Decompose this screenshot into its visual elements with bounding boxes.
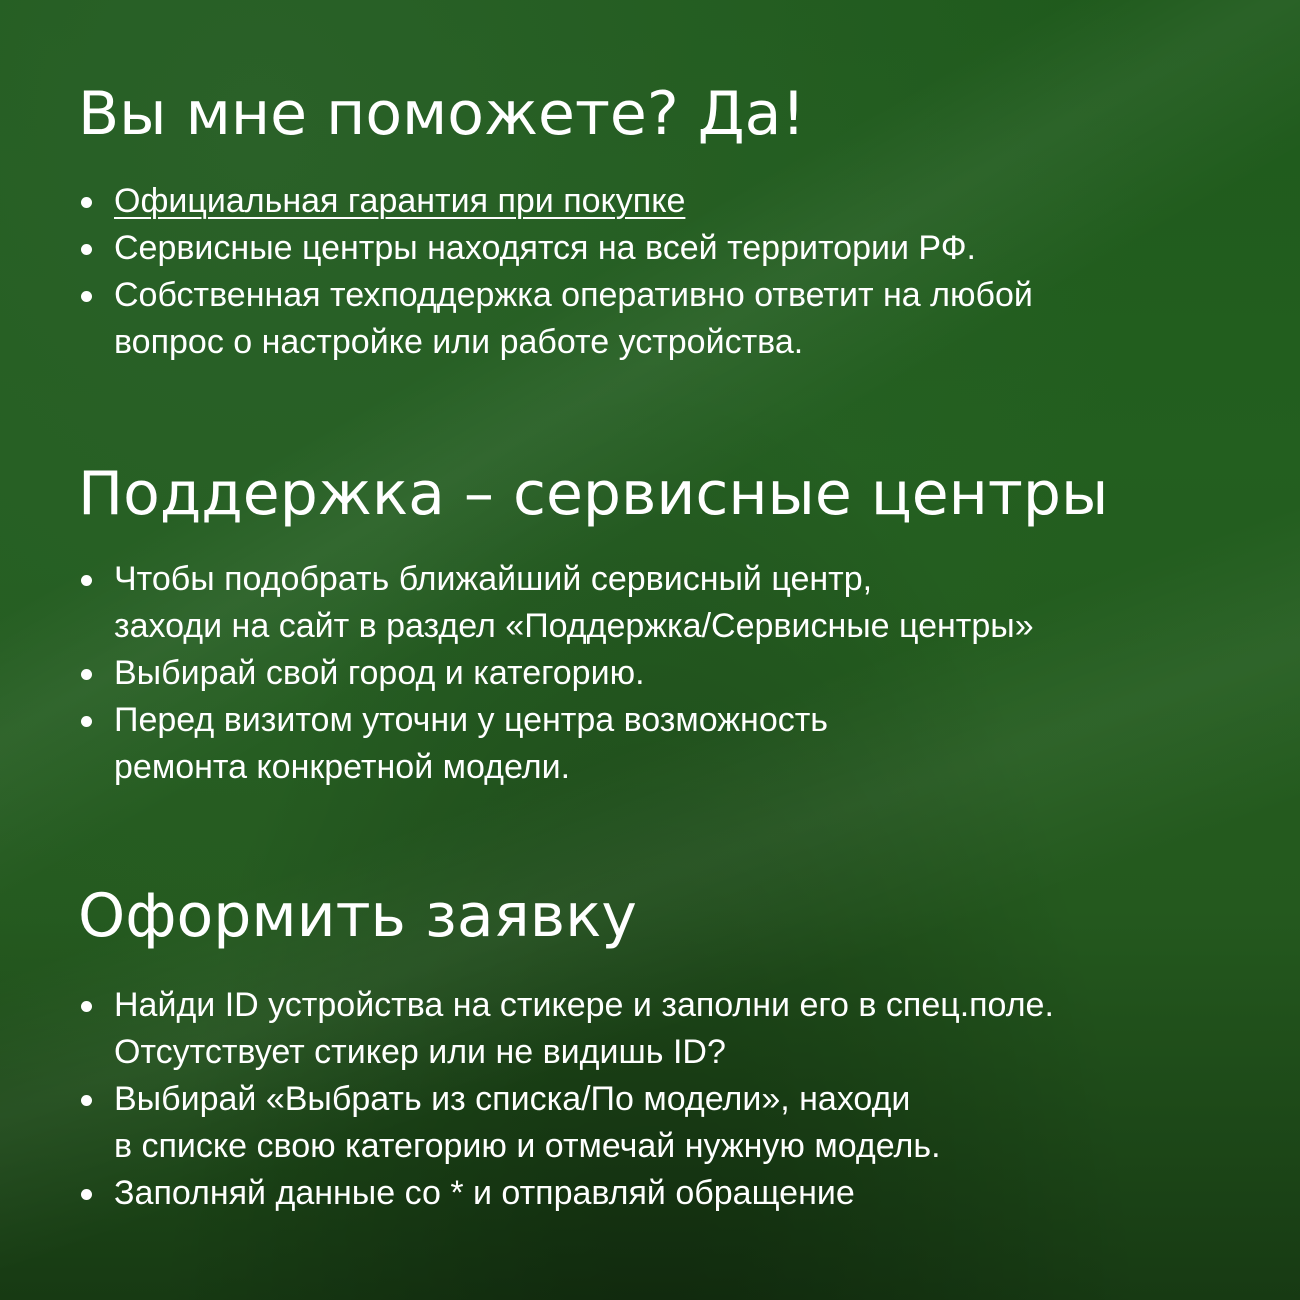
warranty-link[interactable]: Официальная гарантия при покупке — [114, 182, 686, 220]
section-heading-service-centers: Поддержка – сервисные центры — [78, 459, 1109, 529]
bullet-icon — [81, 669, 92, 680]
help-list — [78, 178, 1258, 366]
list-item-text: Сервисные центры находятся на всей территории РФ. — [114, 229, 977, 267]
list-item[interactable] — [78, 178, 1258, 225]
list-item-text: Перед визитом уточни у центра возможность — [114, 701, 829, 739]
bullet-icon — [81, 716, 92, 727]
list-item-text: Отсутствует стикер или не видишь ID? — [114, 1033, 726, 1071]
bullet-icon — [81, 291, 92, 302]
list-item-text: Выбирай свой город и категорию. — [114, 654, 645, 692]
list-item-text: ремонта конкретной модели. — [114, 748, 571, 786]
bullet-icon — [81, 1095, 92, 1106]
list-item — [78, 650, 1258, 697]
bullet-icon — [81, 244, 92, 255]
list-item-text: Заполняй данные со * и отправляй обращение — [114, 1174, 855, 1212]
bullet-icon — [81, 197, 92, 208]
service-centers-list — [78, 556, 1258, 791]
list-item — [78, 225, 1258, 272]
bullet-icon — [81, 575, 92, 586]
section-heading-help: Вы мне поможете? Да! — [78, 79, 806, 149]
list-item — [78, 697, 1258, 791]
list-item-text: Найди ID устройства на стикере и заполни его в спец.поле. — [114, 986, 1054, 1024]
list-item-text: Собственная техподдержка оперативно ответит на любой — [114, 276, 1033, 314]
request-list — [78, 982, 1258, 1217]
section-heading-request: Оформить заявку — [78, 881, 637, 951]
list-item — [78, 1076, 1258, 1170]
list-item-text: вопрос о настройке или работе устройства. — [114, 323, 804, 361]
list-item — [78, 1170, 1258, 1217]
list-item-text: Выбирай «Выбрать из списка/По модели», находи — [114, 1080, 911, 1118]
list-item — [78, 982, 1258, 1076]
list-item-text: в списке свою категорию и отмечай нужную модель. — [114, 1127, 941, 1165]
list-item-text: Чтобы подобрать ближайший сервисный центр, — [114, 560, 873, 598]
list-item — [78, 556, 1258, 650]
list-item — [78, 272, 1258, 366]
bullet-icon — [81, 1001, 92, 1012]
list-item-text: заходи на сайт в раздел «Поддержка/Сервисные центры» — [114, 607, 1034, 645]
bullet-icon — [81, 1189, 92, 1200]
